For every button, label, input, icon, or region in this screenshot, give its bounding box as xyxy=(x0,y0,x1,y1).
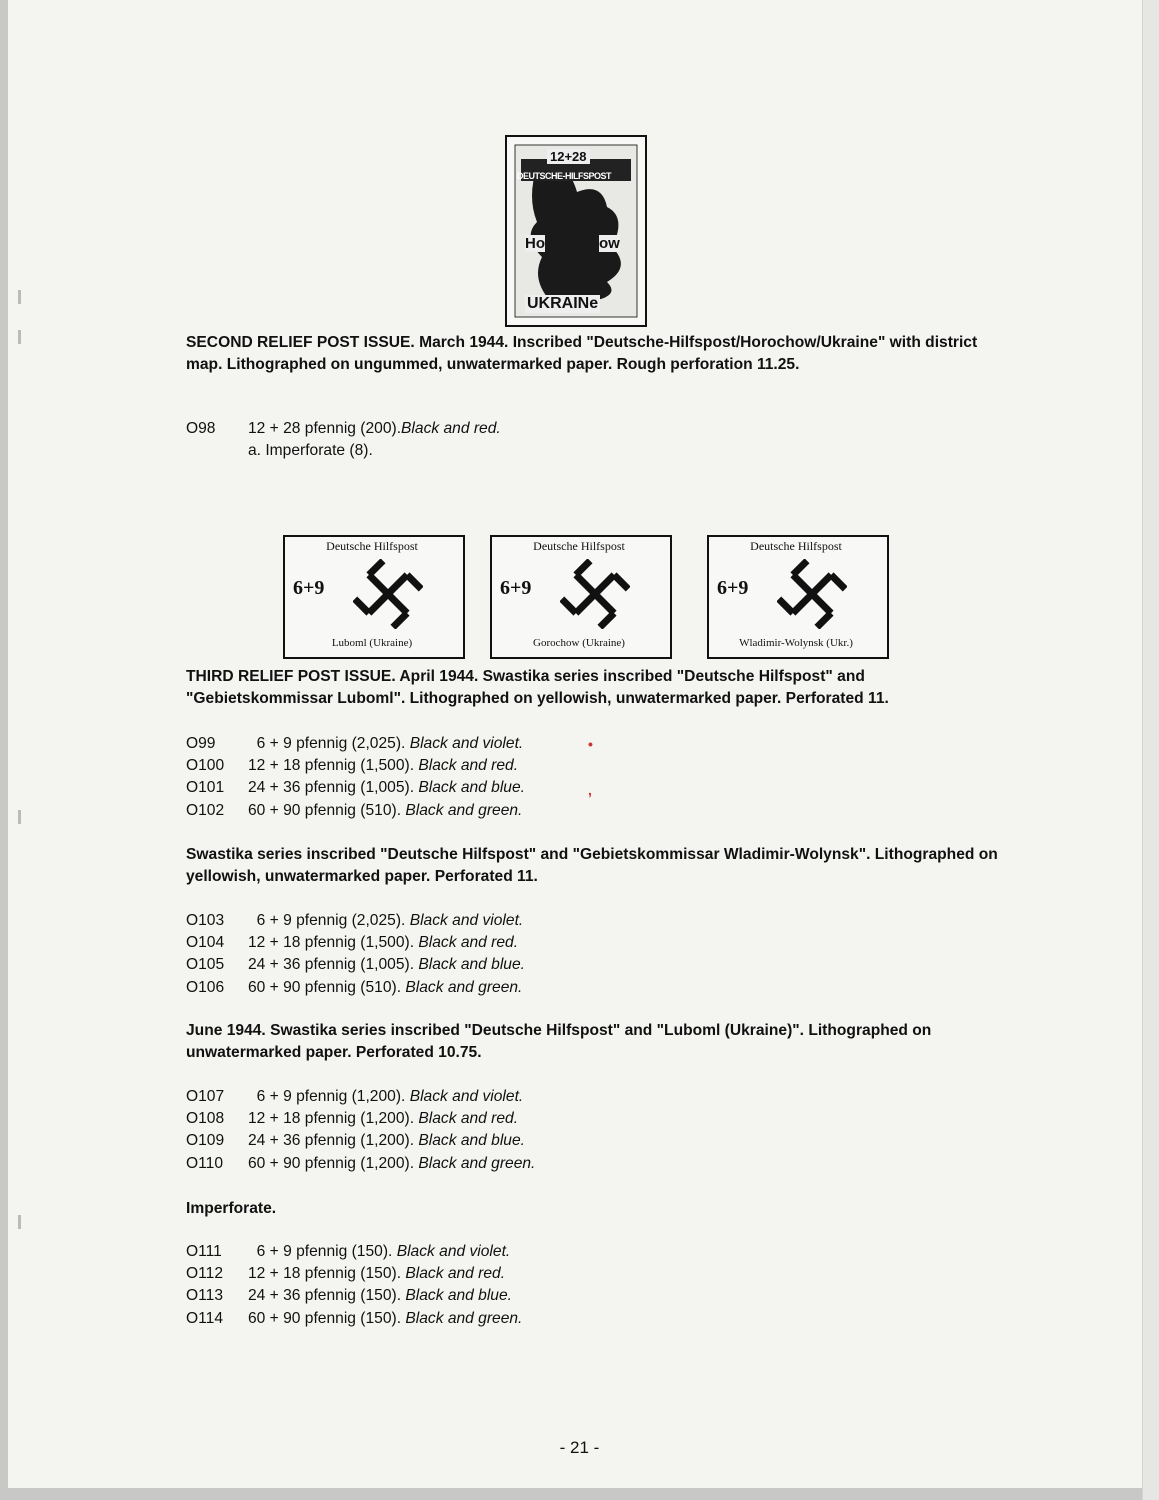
catalog-number: O107 xyxy=(186,1088,225,1105)
catalog-row xyxy=(186,777,525,799)
stamp-value: 6+9 xyxy=(500,577,532,599)
stamp-color: Black and blue. xyxy=(418,779,525,797)
catalog-row xyxy=(186,1241,510,1263)
swastika-emblem xyxy=(353,559,423,629)
catalog-number: O102 xyxy=(186,801,225,819)
denomination: 6 + 9 pfennig (1,200). xyxy=(248,1088,410,1105)
stamp-color: Black and violet. xyxy=(409,1088,524,1105)
horochow-stamp-image xyxy=(505,135,647,327)
section-heading-june-1944: June 1944. Swastika series inscribed "Deutsche Hilfspost" and "Luboml (Ukraine)". Lithographed on unwatermarked paper. Perforated 10.75. xyxy=(186,1022,932,1061)
catalog-number: O101 xyxy=(186,779,225,797)
section-heading-imperforate: Imperforate. xyxy=(186,1200,277,1217)
stamp-color: Black and red. xyxy=(418,1110,519,1128)
stamp-country: UKRAINe xyxy=(527,295,599,312)
catalog-row xyxy=(186,1153,535,1175)
denomination: 6 + 9 pfennig (2,025). xyxy=(248,912,410,929)
denomination: 24 + 36 pfennig (1,005). xyxy=(248,956,419,974)
stamp-value: 6+9 xyxy=(717,577,749,599)
catalog-row xyxy=(186,1308,522,1330)
stamp-color: Black and green. xyxy=(405,1309,523,1327)
stamp-color: Black and red. xyxy=(401,420,501,437)
catalog-row xyxy=(186,932,518,954)
catalog-number: O100 xyxy=(186,757,225,775)
catalog-row xyxy=(186,977,522,999)
catalog-number: O99 xyxy=(186,735,216,752)
catalog-number: O98 xyxy=(186,420,216,437)
pencil-tick: , xyxy=(588,782,592,798)
catalog-row xyxy=(186,1130,525,1152)
pencil-tick: • xyxy=(588,736,593,752)
stamp-color: Black and blue. xyxy=(418,956,525,974)
denomination: 12 + 18 pfennig (150). xyxy=(248,1265,406,1283)
catalog-number: O113 xyxy=(186,1287,223,1305)
page-edge xyxy=(1142,0,1159,1500)
catalog-number: O109 xyxy=(186,1132,225,1150)
stamp-bottom-inscription: Gorochow (Ukraine) xyxy=(533,637,625,649)
denomination: 60 + 90 pfennig (510). xyxy=(248,801,406,819)
denomination: 60 + 90 pfennig (1,200). xyxy=(248,1154,419,1172)
stamp-color: Black and violet. xyxy=(396,1243,511,1260)
stamp-top-inscription: Deutsche Hilfspost xyxy=(326,539,418,553)
catalog-row xyxy=(186,755,518,777)
catalog-number: O114 xyxy=(186,1309,223,1327)
stamp-color: Black and green. xyxy=(405,978,523,996)
catalog-number: O106 xyxy=(186,978,225,996)
denomination: 12 + 28 pfennig (200). xyxy=(248,420,402,437)
stamp-color: Black and red. xyxy=(418,757,519,775)
catalog-row xyxy=(186,1108,518,1130)
swastika-emblem xyxy=(560,559,630,629)
page-number: - 21 - xyxy=(559,1438,600,1457)
stamp-town-right: ow xyxy=(599,235,620,252)
swastika-emblem xyxy=(777,559,847,629)
stamp-bottom-inscription: Luboml (Ukraine) xyxy=(331,637,413,649)
stamp-color: Black and red. xyxy=(418,934,519,952)
catalog-row xyxy=(186,954,525,976)
stamp-color: Black and violet. xyxy=(409,735,524,752)
catalog-number: O103 xyxy=(186,912,225,929)
catalog-number: O111 xyxy=(186,1243,222,1260)
denomination: 24 + 36 pfennig (1,200). xyxy=(248,1132,419,1150)
stamp-color: Black and blue. xyxy=(405,1287,512,1305)
section-heading-second-relief: SECOND RELIEF POST ISSUE. March 1944. Inscribed "Deutsche-Hilfspost/Horochow/Ukraine" with district map. Lithographed on ungummed, unwatermarked paper. Rough perforation 11.25. xyxy=(186,334,978,373)
catalog-number: O104 xyxy=(186,934,225,952)
denomination: 6 + 9 pfennig (2,025). xyxy=(248,735,410,752)
catalog-number: O110 xyxy=(186,1154,223,1172)
denomination: 12 + 18 pfennig (1,200). xyxy=(248,1110,419,1128)
stamp-color: Black and blue. xyxy=(418,1132,525,1150)
denomination: 6 + 9 pfennig (150). xyxy=(248,1243,397,1260)
denomination: 24 + 36 pfennig (1,005). xyxy=(248,779,419,797)
catalog-row xyxy=(186,910,523,932)
stamp-top-inscription: Deutsche Hilfspost xyxy=(533,539,625,553)
stamp-top-inscription: Deutsche Hilfspost xyxy=(750,539,842,553)
catalog-row xyxy=(186,418,501,440)
catalog-row xyxy=(186,1285,512,1307)
stamp-value: 6+9 xyxy=(293,577,325,599)
stamp-color: Black and red. xyxy=(405,1265,506,1283)
stamp-color: Black and violet. xyxy=(409,912,524,929)
stamp-color: Black and green. xyxy=(418,1154,536,1172)
catalog-number: O105 xyxy=(186,956,225,974)
denomination: 60 + 90 pfennig (510). xyxy=(248,978,406,996)
stamp-color: Black and green. xyxy=(405,801,523,819)
section-heading-wladimir: Swastika series inscribed "Deutsche Hilfspost" and "Gebietskommissar Wladimir-Wolynsk". Lithographed on yellowish, unwatermarked paper. Perforated 11. xyxy=(186,846,998,885)
section-heading-third-relief: THIRD RELIEF POST ISSUE. April 1944. Swastika series inscribed "Deutsche Hilfspost" and "Gebietskommissar Luboml". Lithographed on yellowish, unwatermarked paper. Perforated 11. xyxy=(186,668,889,707)
denomination: 24 + 36 pfennig (150). xyxy=(248,1287,406,1305)
denomination: 12 + 18 pfennig (1,500). xyxy=(248,934,419,952)
stamp-inscription: DEUTSCHE-HILFSPOST xyxy=(517,171,612,181)
catalog-number: O112 xyxy=(186,1265,223,1283)
stamp-bottom-inscription: Wladimir-Wolynsk (Ukr.) xyxy=(739,637,853,649)
catalog-row xyxy=(186,1086,523,1108)
denomination: 60 + 90 pfennig (150). xyxy=(248,1309,406,1327)
variety-note: a. Imperforate (8). xyxy=(248,442,373,459)
denomination: 12 + 18 pfennig (1,500). xyxy=(248,757,419,775)
stamp-value: 12+28 xyxy=(547,149,590,164)
catalog-row xyxy=(186,733,523,755)
catalog-row xyxy=(186,800,522,822)
catalog-number: O108 xyxy=(186,1110,225,1128)
catalog-row xyxy=(186,1263,505,1285)
stamp-town-left: Ho xyxy=(525,235,545,252)
